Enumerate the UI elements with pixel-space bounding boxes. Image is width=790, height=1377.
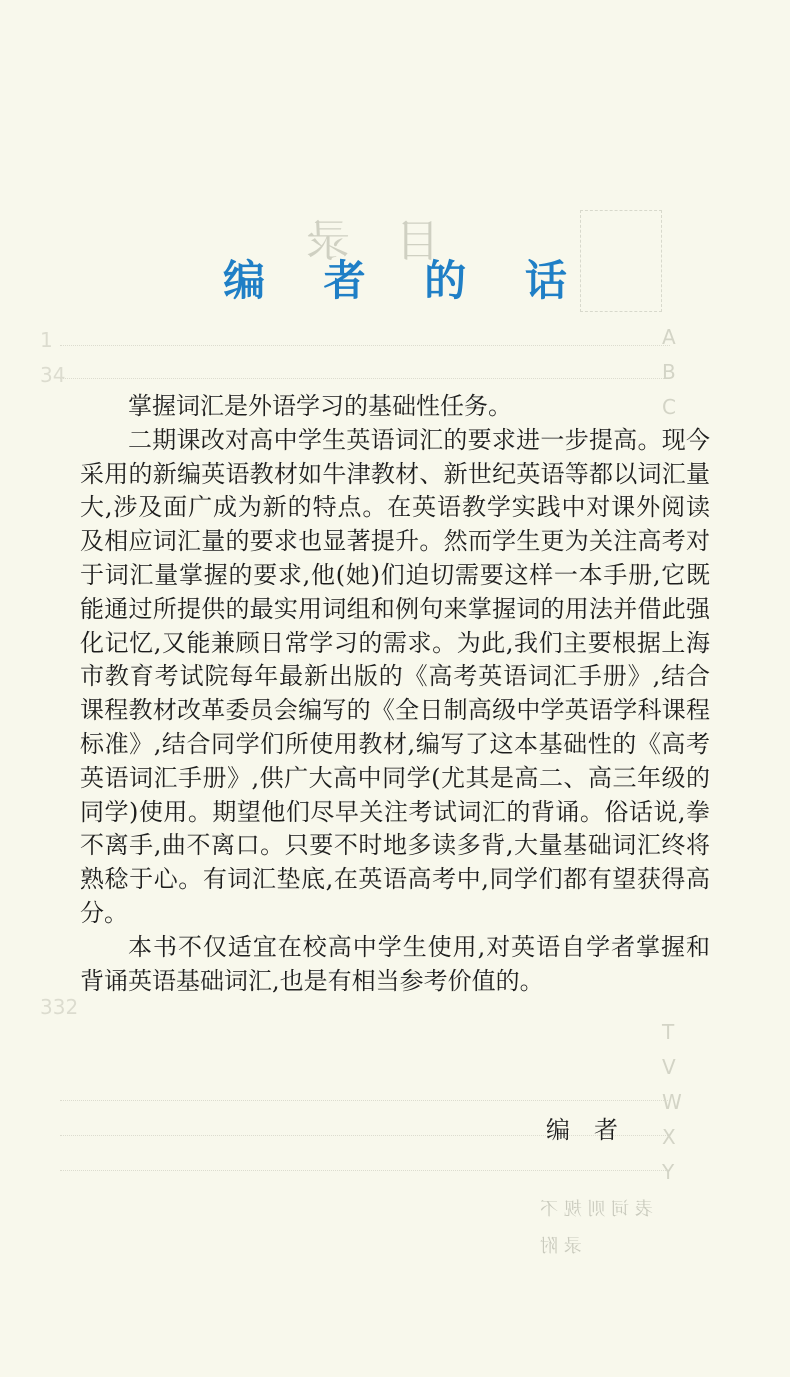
show-through-rule xyxy=(60,345,670,346)
author-signature: 编者 xyxy=(546,1116,642,1144)
preface-body xyxy=(80,390,710,998)
show-through-rule xyxy=(60,378,670,379)
show-through-footer: 表 词 则 规 不 xyxy=(540,1199,653,1220)
show-through-letter: A xyxy=(662,325,676,349)
show-through-number: 34 xyxy=(40,363,66,387)
show-through-rule xyxy=(60,1100,670,1101)
show-through-number: 1 xyxy=(40,328,53,352)
show-through-letter: T xyxy=(662,1020,675,1044)
show-through-letter: B xyxy=(662,360,676,384)
paragraph: 掌握词汇是外语学习的基础性任务。 xyxy=(128,392,512,420)
show-through-number: 332 xyxy=(40,995,79,1019)
show-through-footer: 录 附 xyxy=(540,1236,582,1257)
show-through-letter: W xyxy=(662,1090,682,1114)
show-through-rule xyxy=(60,1170,670,1171)
show-through-letter: C xyxy=(662,395,676,419)
show-through-heading: 目 录 xyxy=(290,216,440,267)
paragraph: 本书不仅适宜在校高中学生使用,对英语自学者掌握和背诵英语基础词汇,也是有相当参考价值的。 xyxy=(80,932,710,995)
show-through-letter: Y xyxy=(662,1160,675,1184)
show-through-letter: V xyxy=(662,1055,676,1079)
show-through-letter: X xyxy=(662,1125,676,1149)
page-title: 编 者 的 话 xyxy=(223,256,589,305)
paragraph: 二期课改对高中学生英语词汇的要求进一步提高。现今采用的新编英语教材如牛津教材、新世纪英语等都以词汇量大,涉及面广成为新的特点。在英语教学实践中对课外阅读及相应词汇量的要求也显著提升。然而学生更为关注高考对于词汇量掌握的要求,他(她)们迫切需要这样一本手册,它既能通过所提供的最实用词组和例句来掌握词的用法并借此强化记忆,又能兼顾日常学习的需求。为此,我们主要根据上海市教育考试院每年最新出版的《高考英语词汇手册》,结合课程教材改革委员会编写的《全日制高级中学英语学科课程标准》,结合同学们所使用教材,编写了这本基础性的《高考英语词汇手册》,供广大高中同学(尤其是高二、高三年级的同学)使用。期望他们尽早关注考试词汇的背诵。俗话说,拳不离手,曲不离口。只要不时地多读多背,大量基础词汇终将熟稔于心。有词汇垫底,在英语高考中,同学们都有望获得高分。 xyxy=(80,425,710,927)
